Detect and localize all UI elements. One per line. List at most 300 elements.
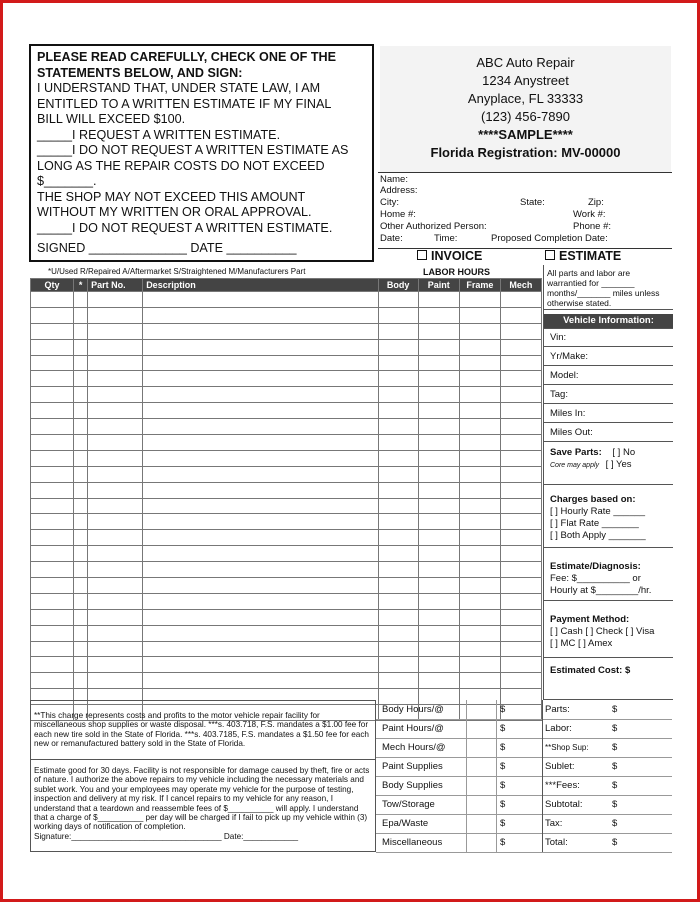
table-row[interactable] <box>31 371 542 387</box>
payment-options-2[interactable]: [ ] MC [ ] Amex <box>550 638 613 649</box>
table-cell[interactable] <box>418 355 459 371</box>
table-cell[interactable] <box>459 466 500 482</box>
model-field[interactable]: Model: <box>544 367 673 385</box>
summary-row[interactable] <box>376 833 542 853</box>
table-cell[interactable] <box>500 339 541 355</box>
hourly-rate-option[interactable]: [ ] Hourly Rate ______ <box>550 506 646 517</box>
table-cell[interactable] <box>459 546 500 562</box>
table-cell[interactable] <box>143 292 378 308</box>
table-cell[interactable] <box>418 450 459 466</box>
table-cell[interactable] <box>459 387 500 403</box>
table-cell[interactable] <box>31 403 74 419</box>
table-cell[interactable] <box>500 482 541 498</box>
estimate-diagnosis-box <box>544 549 673 601</box>
table-cell[interactable] <box>500 514 541 530</box>
table-cell[interactable] <box>31 292 74 308</box>
table-cell[interactable] <box>418 641 459 657</box>
table-cell[interactable] <box>459 419 500 435</box>
table-cell[interactable] <box>74 530 88 546</box>
table-cell[interactable] <box>31 578 74 594</box>
notice-line-5[interactable]: _____I DO NOT REQUEST A WRITTEN ESTIMATE AS <box>37 143 349 157</box>
table-cell[interactable] <box>74 578 88 594</box>
vin-field[interactable]: Vin: <box>544 329 673 347</box>
table-cell[interactable] <box>418 323 459 339</box>
table-cell[interactable] <box>143 578 378 594</box>
notice-line-4[interactable]: _____I REQUEST A WRITTEN ESTIMATE. <box>37 127 281 142</box>
date-field[interactable]: Date: <box>380 233 403 244</box>
total-row[interactable] <box>542 700 672 720</box>
signed-line[interactable]: SIGNED ______________ DATE __________ <box>37 241 297 255</box>
table-row[interactable] <box>31 641 542 657</box>
table-cell[interactable] <box>143 673 378 689</box>
table-cell[interactable] <box>418 498 459 514</box>
table-cell[interactable] <box>418 514 459 530</box>
table-row[interactable] <box>31 466 542 482</box>
table-row[interactable] <box>31 307 542 323</box>
table-cell[interactable] <box>31 435 74 451</box>
table-cell[interactable] <box>74 419 88 435</box>
table-cell[interactable] <box>31 609 74 625</box>
notice-line-10[interactable]: _____I DO NOT REQUEST A WRITTEN ESTIMATE. <box>37 220 333 235</box>
table-cell[interactable] <box>88 387 143 403</box>
table-cell[interactable] <box>459 339 500 355</box>
table-cell[interactable] <box>88 530 143 546</box>
warranty-line-3[interactable]: months/_______ miles unless <box>547 288 660 298</box>
table-cell[interactable] <box>378 673 418 689</box>
table-row[interactable] <box>31 482 542 498</box>
table-cell[interactable] <box>143 593 378 609</box>
labor-summary <box>376 700 542 852</box>
table-cell[interactable] <box>143 562 378 578</box>
table-cell[interactable] <box>418 371 459 387</box>
table-cell[interactable] <box>459 307 500 323</box>
table-cell[interactable] <box>88 292 143 308</box>
table-cell[interactable] <box>378 657 418 673</box>
table-cell[interactable] <box>31 450 74 466</box>
table-row[interactable] <box>31 419 542 435</box>
table-cell[interactable] <box>74 673 88 689</box>
total-row[interactable] <box>542 776 672 796</box>
table-cell[interactable] <box>88 419 143 435</box>
summary-label: Body Hours/@ <box>382 704 444 715</box>
table-cell[interactable] <box>500 387 541 403</box>
table-cell[interactable] <box>88 482 143 498</box>
summary-label: Paint Hours/@ <box>382 723 444 734</box>
summary-row[interactable] <box>376 814 542 834</box>
table-cell[interactable] <box>31 673 74 689</box>
table-cell[interactable] <box>459 609 500 625</box>
table-cell[interactable] <box>31 371 74 387</box>
table-cell[interactable] <box>143 403 378 419</box>
table-cell[interactable] <box>459 578 500 594</box>
warranty-line-2[interactable]: warrantied for _______ <box>547 278 635 288</box>
signature-line[interactable]: Signature:_________________________________ Date:____________ <box>34 831 299 841</box>
name-field[interactable]: Name: <box>380 174 408 185</box>
table-cell[interactable] <box>500 466 541 482</box>
table-cell[interactable] <box>418 530 459 546</box>
table-cell[interactable] <box>378 514 418 530</box>
table-cell[interactable] <box>143 355 378 371</box>
table-row[interactable] <box>31 355 542 371</box>
total-label: Labor: <box>545 723 572 734</box>
table-cell[interactable] <box>88 435 143 451</box>
table-cell[interactable] <box>418 609 459 625</box>
table-cell[interactable] <box>418 482 459 498</box>
table-cell[interactable] <box>88 609 143 625</box>
table-cell[interactable] <box>74 323 88 339</box>
table-cell[interactable] <box>459 371 500 387</box>
hourly-field[interactable]: Hourly at $________/hr. <box>550 585 652 596</box>
table-cell[interactable] <box>31 387 74 403</box>
table-cell[interactable] <box>31 641 74 657</box>
notice-line-7[interactable]: $_______. <box>37 174 97 188</box>
notice-line-6: LONG AS THE REPAIR COSTS DO NOT EXCEED <box>37 158 325 173</box>
notice-line-9: WITHOUT MY WRITTEN OR ORAL APPROVAL. <box>37 205 312 219</box>
table-cell[interactable] <box>500 625 541 641</box>
table-cell[interactable] <box>500 498 541 514</box>
city-field[interactable]: City: <box>380 197 399 208</box>
table-cell[interactable] <box>418 339 459 355</box>
table-cell[interactable] <box>378 403 418 419</box>
home-phone-field[interactable]: Home #: <box>380 209 416 220</box>
table-cell[interactable] <box>500 562 541 578</box>
table-cell[interactable] <box>459 403 500 419</box>
table-row[interactable] <box>31 625 542 641</box>
proposed-completion-field[interactable]: Proposed Completion Date: <box>491 233 608 244</box>
table-cell[interactable] <box>88 657 143 673</box>
table-cell[interactable] <box>143 514 378 530</box>
summary-row[interactable] <box>376 776 542 796</box>
table-cell[interactable] <box>74 307 88 323</box>
table-cell[interactable] <box>74 641 88 657</box>
table-cell[interactable] <box>500 371 541 387</box>
table-cell[interactable] <box>88 673 143 689</box>
total-row[interactable] <box>542 795 672 815</box>
charge-note: **This charge represents costs and profits to the motor vehicle repair facility for miscellaneous shop supplies or waste disposal. ***s. 403.718, F.S. mandates a $1.00 fee for each new tire sold in the State of Florida. ***s. 403.7185, F.S. mandates a $1.50 fee for each new or remanufactured battery sold in the State of Florida. <box>31 701 375 760</box>
table-cell[interactable] <box>418 403 459 419</box>
table-cell[interactable] <box>88 593 143 609</box>
phone-field[interactable]: Phone #: <box>573 221 612 232</box>
payment-title: Payment Method: <box>550 614 630 625</box>
table-cell[interactable] <box>378 562 418 578</box>
table-cell[interactable] <box>143 419 378 435</box>
table-cell[interactable] <box>459 530 500 546</box>
table-cell[interactable] <box>378 498 418 514</box>
table-cell[interactable] <box>74 450 88 466</box>
table-cell[interactable] <box>500 593 541 609</box>
table-cell[interactable] <box>500 657 541 673</box>
warranty-line-1: All parts and labor are <box>547 268 631 278</box>
summary-label: Mech Hours/@ <box>382 742 446 753</box>
both-apply-option[interactable]: [ ] Both Apply _______ <box>550 530 646 541</box>
table-cell[interactable] <box>378 625 418 641</box>
table-cell[interactable] <box>143 307 378 323</box>
table-cell[interactable] <box>459 562 500 578</box>
table-cell[interactable] <box>143 530 378 546</box>
table-cell[interactable] <box>74 435 88 451</box>
table-cell[interactable] <box>88 307 143 323</box>
table-cell[interactable] <box>143 339 378 355</box>
table-cell[interactable] <box>31 657 74 673</box>
table-cell[interactable] <box>31 466 74 482</box>
table-cell[interactable] <box>74 292 88 308</box>
table-row[interactable] <box>31 514 542 530</box>
table-cell[interactable] <box>378 450 418 466</box>
table-cell[interactable] <box>31 625 74 641</box>
table-cell[interactable] <box>31 339 74 355</box>
column-divider <box>466 700 467 852</box>
table-cell[interactable] <box>500 323 541 339</box>
summary-label: Epa/Waste <box>382 818 429 829</box>
table-row[interactable] <box>31 323 542 339</box>
total-row[interactable] <box>542 719 672 739</box>
miles-in-field[interactable]: Miles In: <box>544 405 673 423</box>
table-cell[interactable] <box>88 466 143 482</box>
payment-options-1[interactable]: [ ] Cash [ ] Check [ ] Visa <box>550 626 655 637</box>
table-row[interactable] <box>31 292 542 308</box>
checkbox-icon[interactable] <box>545 250 555 260</box>
other-person-field[interactable]: Other Authorized Person: <box>380 221 487 232</box>
table-cell[interactable] <box>418 593 459 609</box>
table-cell[interactable] <box>74 355 88 371</box>
table-cell[interactable] <box>74 466 88 482</box>
tag-field[interactable]: Tag: <box>544 386 673 404</box>
table-cell[interactable] <box>500 609 541 625</box>
address-field[interactable]: Address: <box>380 185 418 196</box>
table-cell[interactable] <box>418 546 459 562</box>
parts-labor-table <box>30 278 542 721</box>
table-row[interactable] <box>31 530 542 546</box>
table-cell[interactable] <box>31 546 74 562</box>
table-cell[interactable] <box>459 498 500 514</box>
table-cell[interactable] <box>143 625 378 641</box>
table-cell[interactable] <box>31 482 74 498</box>
table-cell[interactable] <box>378 609 418 625</box>
table-cell[interactable] <box>88 641 143 657</box>
summary-label: Body Supplies <box>382 780 443 791</box>
table-cell[interactable] <box>459 323 500 339</box>
miles-out-field[interactable]: Miles Out: <box>544 424 673 442</box>
table-cell[interactable] <box>459 450 500 466</box>
table-cell[interactable] <box>378 466 418 482</box>
table-row[interactable] <box>31 450 542 466</box>
table-cell[interactable] <box>74 625 88 641</box>
table-cell[interactable] <box>378 355 418 371</box>
summary-row[interactable] <box>376 795 542 815</box>
state-field[interactable]: State: <box>520 197 545 208</box>
time-field[interactable]: Time: <box>434 233 458 244</box>
table-cell[interactable] <box>378 530 418 546</box>
table-row[interactable] <box>31 562 542 578</box>
table-cell[interactable] <box>459 657 500 673</box>
table-cell[interactable] <box>31 593 74 609</box>
dollar-sign: $ <box>500 799 506 810</box>
table-cell[interactable] <box>74 657 88 673</box>
table-cell[interactable] <box>500 578 541 594</box>
table-cell[interactable] <box>143 466 378 482</box>
table-cell[interactable] <box>88 355 143 371</box>
table-cell[interactable] <box>88 403 143 419</box>
table-cell[interactable] <box>74 562 88 578</box>
work-phone-field[interactable]: Work #: <box>573 209 606 220</box>
total-row[interactable] <box>542 833 672 853</box>
table-cell[interactable] <box>88 339 143 355</box>
summary-row[interactable] <box>376 700 542 720</box>
table-cell[interactable] <box>31 419 74 435</box>
table-row[interactable] <box>31 387 542 403</box>
table-cell[interactable] <box>143 609 378 625</box>
table-cell[interactable] <box>500 355 541 371</box>
table-row[interactable] <box>31 609 542 625</box>
table-cell[interactable] <box>500 292 541 308</box>
save-parts-no[interactable]: [ ] No <box>612 447 636 458</box>
table-cell[interactable] <box>500 307 541 323</box>
table-row[interactable] <box>31 403 542 419</box>
yr-make-field[interactable]: Yr/Make: <box>544 348 673 366</box>
table-cell[interactable] <box>459 482 500 498</box>
table-cell[interactable] <box>74 498 88 514</box>
table-cell[interactable] <box>143 657 378 673</box>
checkbox-icon[interactable] <box>417 250 427 260</box>
table-row[interactable] <box>31 673 542 689</box>
table-cell[interactable] <box>500 530 541 546</box>
summary-row[interactable] <box>376 738 542 758</box>
table-cell[interactable] <box>378 307 418 323</box>
table-cell[interactable] <box>500 641 541 657</box>
table-cell[interactable] <box>459 593 500 609</box>
table-cell[interactable] <box>418 307 459 323</box>
table-cell[interactable] <box>74 371 88 387</box>
table-cell[interactable] <box>74 593 88 609</box>
total-row[interactable] <box>542 738 672 758</box>
estimate-option[interactable] <box>545 249 621 263</box>
table-cell[interactable] <box>88 546 143 562</box>
table-cell[interactable] <box>418 292 459 308</box>
table-row[interactable] <box>31 593 542 609</box>
estimated-cost-field[interactable]: Estimated Cost: $ <box>544 659 673 700</box>
table-cell[interactable] <box>88 371 143 387</box>
side-panel <box>543 265 673 700</box>
table-cell[interactable] <box>143 546 378 562</box>
table-cell[interactable] <box>418 562 459 578</box>
table-cell[interactable] <box>74 339 88 355</box>
table-cell[interactable] <box>378 339 418 355</box>
table-cell[interactable] <box>500 546 541 562</box>
table-row[interactable] <box>31 435 542 451</box>
table-cell[interactable] <box>378 593 418 609</box>
table-cell[interactable] <box>378 292 418 308</box>
table-cell[interactable] <box>88 578 143 594</box>
table-cell[interactable] <box>143 323 378 339</box>
table-cell[interactable] <box>143 498 378 514</box>
table-cell[interactable] <box>88 323 143 339</box>
core-note: Core may apply <box>550 462 600 469</box>
table-cell[interactable] <box>418 673 459 689</box>
table-cell[interactable] <box>378 323 418 339</box>
table-cell[interactable] <box>418 578 459 594</box>
table-cell[interactable] <box>500 450 541 466</box>
table-cell[interactable] <box>88 498 143 514</box>
table-cell[interactable] <box>378 371 418 387</box>
total-row[interactable] <box>542 757 672 777</box>
table-cell[interactable] <box>143 435 378 451</box>
table-cell[interactable] <box>378 419 418 435</box>
table-cell[interactable] <box>459 435 500 451</box>
table-cell[interactable] <box>143 387 378 403</box>
invoice-option[interactable] <box>417 249 482 263</box>
summary-row[interactable] <box>376 757 542 777</box>
table-cell[interactable] <box>88 514 143 530</box>
table-cell[interactable] <box>378 546 418 562</box>
table-cell[interactable] <box>31 307 74 323</box>
table-cell[interactable] <box>31 530 74 546</box>
table-cell[interactable] <box>418 625 459 641</box>
table-cell[interactable] <box>500 403 541 419</box>
table-cell[interactable] <box>459 641 500 657</box>
table-cell[interactable] <box>88 450 143 466</box>
table-cell[interactable] <box>143 482 378 498</box>
table-cell[interactable] <box>74 514 88 530</box>
table-cell[interactable] <box>500 673 541 689</box>
table-cell[interactable] <box>31 514 74 530</box>
table-cell[interactable] <box>418 657 459 673</box>
summary-row[interactable] <box>376 719 542 739</box>
table-cell[interactable] <box>31 562 74 578</box>
table-cell[interactable] <box>143 371 378 387</box>
table-cell[interactable] <box>459 355 500 371</box>
table-cell[interactable] <box>378 578 418 594</box>
fee-field[interactable]: Fee: $__________ or <box>550 573 641 584</box>
table-cell[interactable] <box>378 482 418 498</box>
table-cell[interactable] <box>74 609 88 625</box>
table-cell[interactable] <box>31 498 74 514</box>
table-cell[interactable] <box>143 641 378 657</box>
table-cell[interactable] <box>418 419 459 435</box>
table-cell[interactable] <box>378 435 418 451</box>
table-cell[interactable] <box>459 292 500 308</box>
table-cell[interactable] <box>74 482 88 498</box>
table-cell[interactable] <box>500 435 541 451</box>
table-cell[interactable] <box>418 466 459 482</box>
save-parts-yes[interactable]: [ ] Yes <box>605 459 632 470</box>
table-cell[interactable] <box>31 323 74 339</box>
zip-field[interactable]: Zip: <box>588 197 604 208</box>
table-row[interactable] <box>31 578 542 594</box>
table-row[interactable] <box>31 339 542 355</box>
table-cell[interactable] <box>74 403 88 419</box>
table-cell[interactable] <box>378 387 418 403</box>
table-cell[interactable] <box>74 387 88 403</box>
table-cell[interactable] <box>418 435 459 451</box>
dollar-sign: $ <box>612 818 618 829</box>
table-cell[interactable] <box>459 514 500 530</box>
table-cell[interactable] <box>418 387 459 403</box>
table-cell[interactable] <box>459 625 500 641</box>
table-row[interactable] <box>31 657 542 673</box>
table-cell[interactable] <box>88 562 143 578</box>
table-row[interactable] <box>31 498 542 514</box>
table-cell[interactable] <box>88 625 143 641</box>
table-cell[interactable] <box>143 450 378 466</box>
table-cell[interactable] <box>74 546 88 562</box>
flat-rate-option[interactable]: [ ] Flat Rate _______ <box>550 518 639 529</box>
table-cell[interactable] <box>378 641 418 657</box>
total-row[interactable] <box>542 814 672 834</box>
table-cell[interactable] <box>459 673 500 689</box>
table-row[interactable] <box>31 546 542 562</box>
table-cell[interactable] <box>31 355 74 371</box>
table-cell[interactable] <box>500 419 541 435</box>
